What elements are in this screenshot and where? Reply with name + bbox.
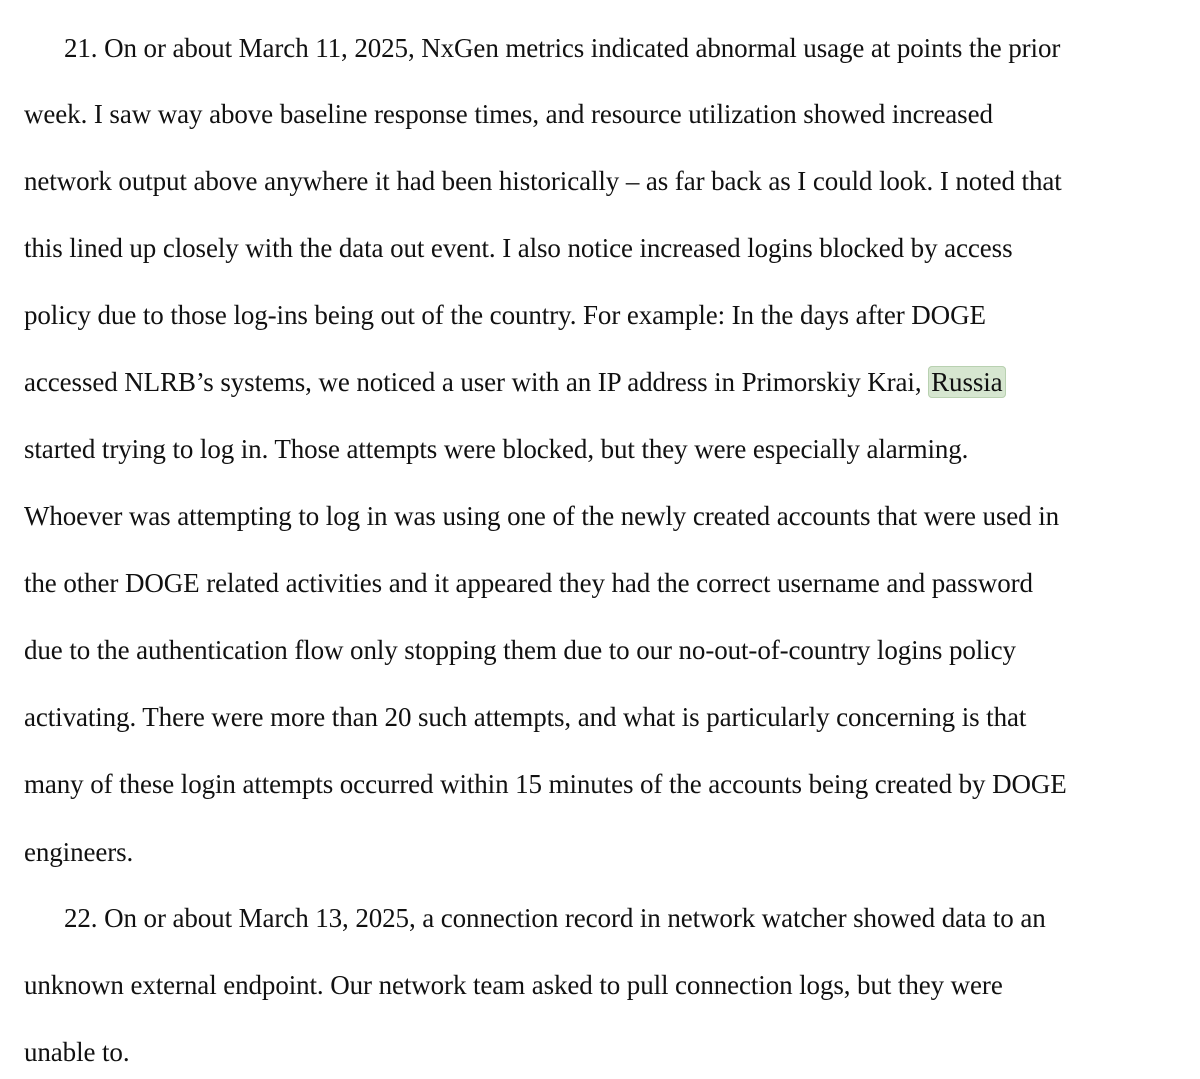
paragraph-21-line-5: policy due to those log-ins being out of the country. For example: In the days after DOGE bbox=[24, 300, 986, 330]
paragraph-21-line-10: due to the authentication flow only stopping them due to our no-out-of-country logins policy bbox=[24, 635, 1016, 665]
highlighted-word: Russia bbox=[928, 366, 1005, 398]
paragraph-22-line-3: unable to. bbox=[24, 1037, 130, 1067]
paragraph-21-line-3: network output above anywhere it had been historically – as far back as I could look. I noted that bbox=[24, 166, 1062, 196]
paragraph-21-line-12: many of these login attempts occurred within 15 minutes of the accounts being created by DOGE bbox=[24, 769, 1067, 799]
line-text-before-highlight: accessed NLRB’s systems, we noticed a user with an IP address in Primorskiy Krai, bbox=[24, 367, 929, 397]
paragraph-21-line-13: engineers. bbox=[24, 837, 134, 867]
paragraph-21-line-9: the other DOGE related activities and it appeared they had the correct username and password bbox=[24, 568, 1033, 598]
paragraph-21-line-4: this lined up closely with the data out event. I also notice increased logins blocked by access bbox=[24, 233, 1013, 263]
paragraph-21-line-8: Whoever was attempting to log in was using one of the newly created accounts that were used in bbox=[24, 501, 1060, 531]
paragraph-22-line-2: unknown external endpoint. Our network team asked to pull connection logs, but they were bbox=[24, 970, 1003, 1000]
paragraph-22-line-1: 22. On or about March 13, 2025, a connection record in network watcher showed data to an bbox=[64, 903, 1046, 933]
paragraph-21-line-1: 21. On or about March 11, 2025, NxGen metrics indicated abnormal usage at points the prior bbox=[64, 33, 1061, 63]
paragraph-21-line-6 bbox=[24, 365, 1006, 399]
paragraph-21-line-11: activating. There were more than 20 such attempts, and what is particularly concerning is that bbox=[24, 702, 1027, 732]
paragraph-21-line-2: week. I saw way above baseline response times, and resource utilization showed increased bbox=[24, 99, 993, 129]
paragraph-21-line-7: started trying to log in. Those attempts were blocked, but they were especially alarming. bbox=[24, 434, 969, 464]
